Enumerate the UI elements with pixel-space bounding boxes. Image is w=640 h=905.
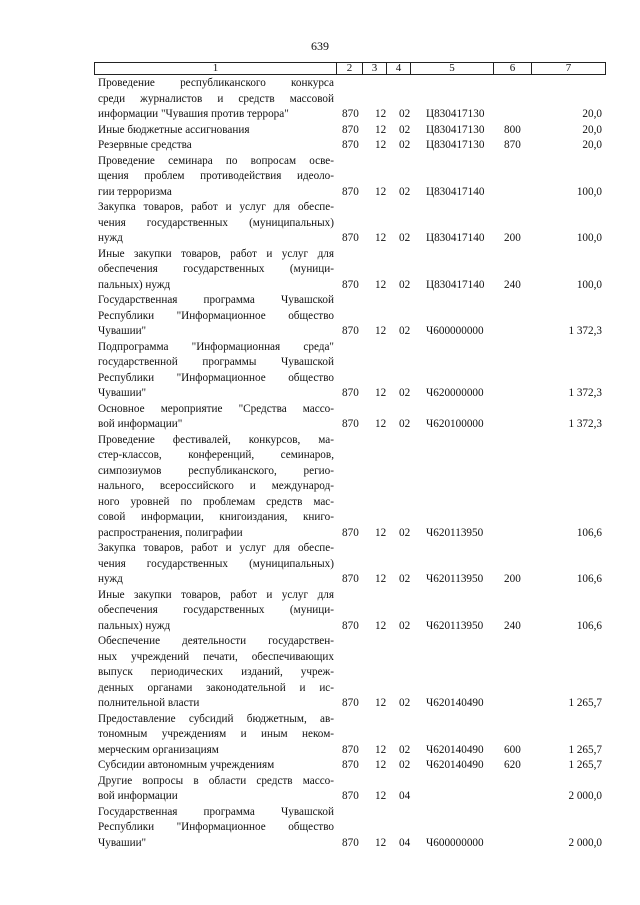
row-values bbox=[0, 758, 640, 774]
table-row bbox=[0, 402, 640, 433]
header-col-1: 1 bbox=[212, 62, 219, 74]
description-line: Республики "Информационное общество bbox=[98, 309, 334, 322]
page-number: 639 bbox=[311, 39, 329, 53]
amount: 106,6 bbox=[576, 526, 602, 539]
ministry-code: 870 bbox=[342, 743, 359, 756]
description-line: пальных) нужд bbox=[98, 278, 171, 291]
target-article-code: Ц830417140 bbox=[426, 278, 485, 291]
amount: 100,0 bbox=[576, 278, 602, 291]
subsection-code: 02 bbox=[399, 573, 411, 585]
row-values bbox=[0, 324, 640, 340]
table-row bbox=[0, 123, 640, 139]
header-col-5: 5 bbox=[410, 63, 493, 74]
section-code: 12 bbox=[375, 325, 387, 337]
description-line: информации "Чувашия против террора" bbox=[98, 108, 289, 120]
section-code: 12 bbox=[375, 387, 387, 399]
subsection-code: 02 bbox=[399, 108, 411, 120]
amount: 1 265,7 bbox=[568, 697, 602, 709]
amount: 1 372,3 bbox=[568, 418, 602, 430]
ministry-code: 870 bbox=[342, 790, 359, 802]
section-code: 12 bbox=[375, 697, 387, 709]
amount: 20,0 bbox=[582, 123, 602, 136]
description-line: Чувашии" bbox=[98, 836, 147, 849]
amount: 1 372,3 bbox=[568, 325, 602, 337]
amount: 20,0 bbox=[582, 108, 602, 120]
table-body bbox=[0, 76, 640, 851]
ministry-code: 870 bbox=[342, 108, 359, 120]
subsection-code: 02 bbox=[399, 526, 411, 539]
amount: 2 000,0 bbox=[568, 790, 602, 802]
description-line: Основное мероприятие "Средства массо- bbox=[98, 402, 334, 415]
subsection-code: 02 bbox=[399, 418, 411, 430]
target-article-code: Ч620100000 bbox=[426, 418, 484, 430]
expense-type-code: 870 bbox=[504, 139, 521, 151]
table-row bbox=[0, 758, 640, 774]
row-values bbox=[0, 123, 640, 139]
expense-type-code: 200 bbox=[504, 232, 521, 244]
description-line: стер-классов, конференций, семинаров, bbox=[98, 449, 334, 461]
target-article-code: Ц830417140 bbox=[426, 232, 485, 244]
description-line: государственной программы Чувашской bbox=[98, 356, 334, 368]
expense-type-code: 240 bbox=[504, 278, 521, 291]
ministry-code: 870 bbox=[342, 573, 359, 585]
description-line: обеспечения государственных (муници- bbox=[98, 604, 334, 616]
description-line: чения государственных (муниципальных) bbox=[98, 557, 334, 570]
description-line: вой информации" bbox=[98, 418, 183, 430]
description-line: Государственная программа Чувашской bbox=[98, 294, 334, 306]
description-line: Чувашии" bbox=[98, 325, 147, 337]
amount: 1 265,7 bbox=[568, 743, 602, 756]
expense-type-code: 600 bbox=[504, 743, 521, 756]
description-line: денных органами законодательной и ис- bbox=[98, 681, 334, 694]
subsection-code: 02 bbox=[399, 278, 411, 291]
subsection-code: 02 bbox=[399, 387, 411, 399]
description-line: чения государственных (муниципальных) bbox=[98, 216, 334, 229]
description-line: Иные закупки товаров, работ и услуг для bbox=[98, 247, 334, 260]
section-code: 12 bbox=[375, 123, 387, 136]
row-values bbox=[0, 789, 640, 805]
row-values bbox=[0, 107, 640, 123]
row-values bbox=[0, 619, 640, 635]
description-line: Предоставление субсидий бюджетным, ав- bbox=[98, 712, 334, 725]
target-article-code: Ч620113950 bbox=[426, 573, 484, 585]
ministry-code: 870 bbox=[342, 139, 359, 151]
table-row bbox=[0, 712, 640, 759]
expense-type-code: 620 bbox=[504, 759, 521, 771]
row-values bbox=[0, 417, 640, 433]
target-article-code: Ц830417140 bbox=[426, 185, 485, 198]
target-article-code: Ц830417130 bbox=[426, 123, 485, 136]
description-line: Государственная программа Чувашской bbox=[98, 805, 334, 818]
section-code: 12 bbox=[375, 573, 387, 585]
description-line: щения проблем противодействия идеоло- bbox=[98, 170, 334, 182]
description-line: полнительной власти bbox=[98, 697, 200, 709]
header-col-4: 4 bbox=[386, 63, 410, 74]
section-code: 12 bbox=[375, 418, 387, 430]
target-article-code: Ч620140490 bbox=[426, 759, 484, 771]
table-row bbox=[0, 541, 640, 588]
table-row bbox=[0, 774, 640, 805]
section-code: 12 bbox=[375, 185, 387, 198]
description-line: ного уровней по проблемам средств мас- bbox=[98, 495, 334, 508]
amount: 1 372,3 bbox=[568, 387, 602, 399]
description-line: Обеспечение деятельности государствен- bbox=[98, 635, 334, 647]
description-line: Другие вопросы в области средств массо- bbox=[98, 774, 334, 787]
table-row bbox=[0, 805, 640, 852]
description-line: Проведение фестивалей, конкурсов, ма- bbox=[98, 433, 334, 446]
subsection-code: 04 bbox=[399, 836, 411, 849]
amount: 106,6 bbox=[576, 619, 602, 632]
row-values bbox=[0, 278, 640, 294]
header-col-3: 3 bbox=[362, 63, 386, 74]
subsection-code: 02 bbox=[399, 185, 411, 198]
ministry-code: 870 bbox=[342, 232, 359, 244]
section-code: 12 bbox=[375, 743, 387, 756]
subsection-code: 02 bbox=[399, 619, 411, 632]
description-line: нужд bbox=[98, 573, 123, 585]
description-line: тономным учреждениям и иным неком- bbox=[98, 728, 334, 740]
target-article-code: Ч620113950 bbox=[426, 526, 484, 539]
target-article-code: Ч620140490 bbox=[426, 697, 484, 709]
description-line: Проведение республиканского конкурса bbox=[98, 77, 334, 89]
row-values bbox=[0, 526, 640, 542]
ministry-code: 870 bbox=[342, 185, 359, 198]
table-row bbox=[0, 634, 640, 712]
ministry-code: 870 bbox=[342, 836, 359, 849]
ministry-code: 870 bbox=[342, 759, 359, 771]
row-values bbox=[0, 572, 640, 588]
target-article-code: Ч600000000 bbox=[426, 836, 484, 849]
description-line: Иные закупки товаров, работ и услуг для bbox=[98, 588, 334, 601]
expense-type-code: 240 bbox=[504, 619, 521, 632]
description-line: нального, всероссийского и международ- bbox=[98, 480, 334, 492]
section-code: 12 bbox=[375, 836, 387, 849]
description-line: Резервные средства bbox=[98, 139, 192, 151]
expense-type-code: 200 bbox=[504, 573, 521, 585]
table-row bbox=[0, 588, 640, 635]
ministry-code: 870 bbox=[342, 619, 359, 632]
table-row bbox=[0, 138, 640, 154]
ministry-code: 870 bbox=[342, 526, 359, 539]
subsection-code: 02 bbox=[399, 759, 411, 771]
target-article-code: Ч620113950 bbox=[426, 619, 484, 632]
description-line: нужд bbox=[98, 232, 123, 244]
row-values bbox=[0, 185, 640, 201]
ministry-code: 870 bbox=[342, 418, 359, 430]
description-line: среди журналистов и средств массовой bbox=[98, 92, 334, 105]
description-line: Чувашии" bbox=[98, 387, 147, 399]
section-code: 12 bbox=[375, 526, 387, 539]
subsection-code: 04 bbox=[399, 790, 411, 802]
section-code: 12 bbox=[375, 619, 387, 632]
table-row bbox=[0, 76, 640, 123]
section-code: 12 bbox=[375, 232, 387, 244]
target-article-code: Ч620140490 bbox=[426, 743, 484, 756]
subsection-code: 02 bbox=[399, 123, 411, 136]
section-code: 12 bbox=[375, 139, 387, 151]
subsection-code: 02 bbox=[399, 139, 411, 151]
description-line: обеспечения государственных (муници- bbox=[98, 263, 334, 275]
description-line: Закупка товаров, работ и услуг для обеспе- bbox=[98, 201, 334, 213]
description-line: ных учреждений печати, обеспечивающих bbox=[98, 650, 334, 663]
description-line: Закупка товаров, работ и услуг для обеспе- bbox=[98, 542, 334, 554]
table-row bbox=[0, 340, 640, 402]
row-values bbox=[0, 138, 640, 154]
amount: 20,0 bbox=[582, 139, 602, 151]
ministry-code: 870 bbox=[342, 387, 359, 399]
amount: 1 265,7 bbox=[568, 759, 602, 771]
table-row bbox=[0, 247, 640, 294]
description-line: совой информации, книгоиздания, книго- bbox=[98, 511, 334, 523]
table-row bbox=[0, 433, 640, 542]
table-row bbox=[0, 200, 640, 247]
description-line: Подпрограмма "Информационная среда" bbox=[98, 340, 334, 353]
description-line: выпуск периодических изданий, учреж- bbox=[98, 666, 334, 678]
target-article-code: Ц830417130 bbox=[426, 108, 485, 120]
row-values bbox=[0, 231, 640, 247]
row-values bbox=[0, 696, 640, 712]
section-code: 12 bbox=[375, 108, 387, 120]
subsection-code: 02 bbox=[399, 743, 411, 756]
header-col-6: 6 bbox=[493, 63, 531, 74]
target-article-code: Ч600000000 bbox=[426, 325, 484, 337]
amount: 100,0 bbox=[576, 232, 602, 244]
target-article-code: Ч620000000 bbox=[426, 387, 484, 399]
row-values bbox=[0, 386, 640, 402]
description-line: симпозиумов республиканского, регио- bbox=[98, 464, 334, 477]
description-line: мерческим организациям bbox=[98, 743, 219, 756]
description-line: распространения, полиграфии bbox=[98, 526, 243, 539]
section-code: 12 bbox=[375, 759, 387, 771]
row-values bbox=[0, 743, 640, 759]
description-line: Иные бюджетные ассигнования bbox=[98, 123, 250, 136]
description-line: Проведение семинара по вопросам осве- bbox=[98, 154, 334, 167]
table-row bbox=[0, 293, 640, 340]
description-line: Республики "Информационное общество bbox=[98, 821, 334, 833]
ministry-code: 870 bbox=[342, 697, 359, 709]
amount: 2 000,0 bbox=[568, 836, 602, 849]
description-line: гии терроризма bbox=[98, 185, 172, 198]
header-col-7: 7 bbox=[531, 63, 605, 74]
subsection-code: 02 bbox=[399, 697, 411, 709]
table-row bbox=[0, 154, 640, 201]
description-line: пальных) нужд bbox=[98, 619, 171, 632]
subsection-code: 02 bbox=[399, 232, 411, 244]
ministry-code: 870 bbox=[342, 325, 359, 337]
ministry-code: 870 bbox=[342, 123, 359, 136]
amount: 100,0 bbox=[576, 185, 602, 198]
amount: 106,6 bbox=[576, 573, 602, 585]
header-col-2: 2 bbox=[336, 63, 362, 74]
target-article-code: Ц830417130 bbox=[426, 139, 485, 151]
description-line: Республики "Информационное общество bbox=[98, 371, 334, 384]
subsection-code: 02 bbox=[399, 325, 411, 337]
section-code: 12 bbox=[375, 278, 387, 291]
section-code: 12 bbox=[375, 790, 387, 802]
table-header bbox=[94, 62, 606, 75]
ministry-code: 870 bbox=[342, 278, 359, 291]
expense-type-code: 800 bbox=[504, 123, 521, 136]
row-values bbox=[0, 836, 640, 852]
description-line: Субсидии автономным учреждениям bbox=[98, 759, 275, 771]
description-line: вой информации bbox=[98, 790, 178, 802]
